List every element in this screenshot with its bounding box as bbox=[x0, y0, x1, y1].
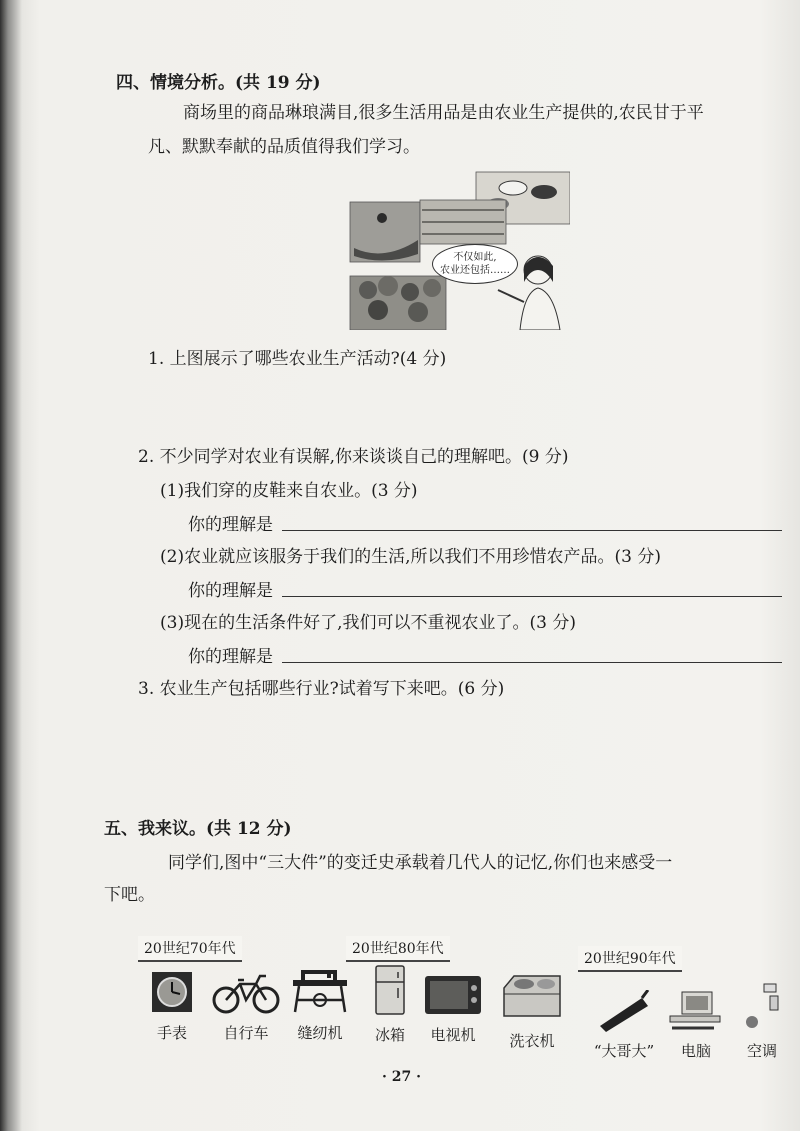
speech-bubble-line2: 农业还包括…… bbox=[440, 265, 510, 276]
question-2-3: (3)现在的生活条件好了,我们可以不重视农业了。(3 分) bbox=[160, 613, 576, 633]
item-bicycle bbox=[206, 970, 286, 1043]
answer-line-2-1[interactable] bbox=[282, 530, 782, 531]
item-tv-label: 电视机 bbox=[430, 1026, 476, 1044]
answer-line-2-3[interactable] bbox=[282, 662, 782, 663]
item-computer-label: 电脑 bbox=[680, 1042, 711, 1060]
item-washing-machine-label: 洗衣机 bbox=[509, 1032, 555, 1050]
item-washing-machine bbox=[494, 970, 570, 1051]
answer-prefix-2-3: 你的理解是 bbox=[188, 647, 273, 667]
computer-icon bbox=[666, 990, 726, 1032]
agriculture-illustration bbox=[348, 170, 570, 330]
item-mobile-phone bbox=[580, 990, 668, 1061]
item-mobile-phone-label: “大哥大” bbox=[593, 1042, 655, 1060]
era-label-1990s: 20世纪90年代 bbox=[578, 946, 682, 972]
answer-prefix-2-2: 你的理解是 bbox=[188, 581, 273, 601]
bicycle-icon bbox=[210, 970, 282, 1014]
page-number: · 27 · bbox=[382, 1069, 421, 1085]
watch-icon bbox=[150, 970, 194, 1014]
item-fridge bbox=[364, 964, 416, 1045]
section4-intro-line2: 凡、默默奉献的品质值得我们学习。 bbox=[148, 137, 420, 157]
sewing-machine-icon bbox=[289, 966, 351, 1014]
page-edge-shadow bbox=[0, 0, 22, 1131]
item-sewing-machine-label: 缝纫机 bbox=[297, 1024, 343, 1042]
tv-icon bbox=[423, 972, 483, 1016]
question-3: 3. 农业生产包括哪些行业?试着写下来吧。(6 分) bbox=[138, 679, 505, 699]
item-tv bbox=[420, 972, 486, 1045]
mobile-phone-icon bbox=[594, 990, 654, 1032]
section5-intro-line1: 同学们,图中“三大件”的变迁史承载着几代人的记忆,你们也来感受一 bbox=[168, 853, 673, 873]
answer-line-2-2[interactable] bbox=[282, 596, 782, 597]
item-air-conditioner-label: 空调 bbox=[746, 1042, 777, 1060]
fridge-icon bbox=[374, 964, 406, 1016]
item-bicycle-label: 自行车 bbox=[223, 1024, 269, 1042]
speech-bubble bbox=[432, 244, 518, 284]
section5-title: 五、我来议。(共 12 分) bbox=[104, 819, 292, 839]
answer-prefix-2-1: 你的理解是 bbox=[188, 515, 273, 535]
question-2: 2. 不少同学对农业有误解,你来谈谈自己的理解吧。(9 分) bbox=[138, 447, 569, 467]
section4-title: 四、情境分析。(共 19 分) bbox=[116, 73, 321, 93]
air-conditioner-icon bbox=[744, 982, 780, 1032]
item-watch-label: 手表 bbox=[156, 1024, 187, 1042]
speech-bubble-line1: 不仅如此, bbox=[453, 252, 497, 263]
item-watch bbox=[140, 970, 204, 1043]
section5-intro-line2: 下吧。 bbox=[104, 885, 155, 905]
washing-machine-icon bbox=[500, 970, 564, 1022]
question-2-1: (1)我们穿的皮鞋来自农业。(3 分) bbox=[160, 481, 418, 501]
section4-intro-line1: 商场里的商品琳琅满目,很多生活用品是由农业生产提供的,农民甘于平 bbox=[183, 103, 704, 123]
item-sewing-machine bbox=[284, 966, 356, 1043]
era-label-1970s: 20世纪70年代 bbox=[138, 936, 242, 962]
item-fridge-label: 冰箱 bbox=[374, 1026, 405, 1044]
question-2-2: (2)农业就应该服务于我们的生活,所以我们不用珍惜农产品。(3 分) bbox=[160, 547, 661, 567]
question-1: 1. 上图展示了哪些农业生产活动?(4 分) bbox=[148, 349, 447, 369]
era-label-1980s: 20世纪80年代 bbox=[346, 936, 450, 962]
item-air-conditioner bbox=[736, 982, 788, 1061]
item-computer bbox=[664, 990, 728, 1061]
